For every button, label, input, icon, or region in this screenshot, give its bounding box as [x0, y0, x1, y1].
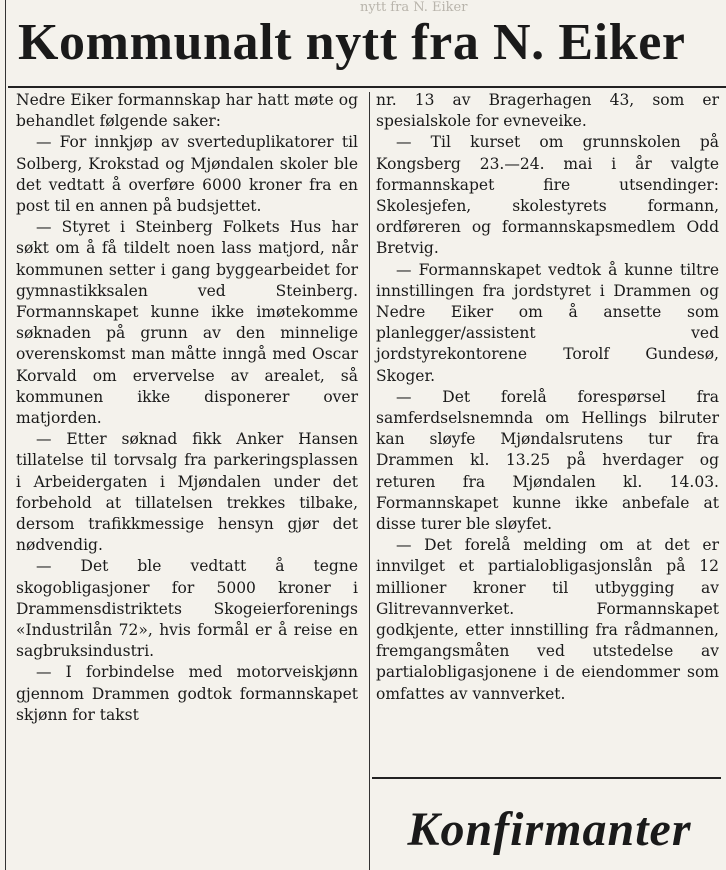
paragraph-continuation: nr. 13 av Bragerhagen 43, som er spesialskole for evneveike.: [376, 91, 719, 131]
paragraph-motorveiskjonn: — I forbindelse med motorveiskjønn gjennom Drammen godtok formannskapet skjønn for takst: [16, 663, 358, 724]
left-column: [16, 90, 358, 726]
right-column: [376, 90, 719, 705]
paragraph-bilruter: — Det forelå forespørsel fra samferdselsnemnda om Hellings bilruter kan sløyfe Mjøndalsrutens tur fra Drammen kl. 13.25 på hverdager og returen fra Mjøndalen kl. 14.03. Formannskapet kunne ikke anbefale at disse turer ble sløyfet.: [376, 387, 719, 534]
paragraph-jordstyret: — Formannskapet vedtok å kunne tiltre innstillingen fra jordstyret i Drammen og Nedre Eiker om å ansette som planlegger/assistent ved jordstyrekontorene Torolf Gundesø, Skoger.: [376, 260, 719, 385]
paragraph-duplicators: — For innkjøp av sverteduplikatorer til Solberg, Krokstad og Mjøndalen skoler ble det vedtatt å overføre 6000 kroner fra en post til en annen på budsjettet.: [16, 133, 358, 216]
paragraph-glitrevannverket: — Det forelå melding om at det er innvilget et partialobligasjonslån på 12 millioner kroner til utbygging av Glitrevannverket. Formannskapet godkjente, etter innstilling fra rådmannen, fremgangsmåten ved utstedelse av partialobligasjonene i de eiendommer som omfattes av vannverket.: [376, 536, 719, 703]
section-heading: Konfirmanter: [407, 803, 692, 856]
intro-paragraph: Nedre Eiker formannskap har hatt møte og behandlet følgende saker:: [16, 91, 358, 131]
headline-rule: [8, 86, 726, 88]
left-border-rule: [5, 0, 6, 870]
paragraph-grunnskolen: — Til kurset om grunnskolen på Kongsberg 23.—24. mai i år valgte formannskapet fire utsendinger: Skolesjefen, skolestyrets formann, ordføreren og formannskapsmedlem Odd Bretvig.: [376, 133, 719, 258]
section-divider: [372, 777, 721, 779]
column-divider: [369, 92, 370, 870]
paragraph-skogobligasjoner: — Det ble vedtatt å tegne skogobligasjoner for 5000 kroner i Drammensdistriktets Skogeierforenings «Industrilån 72», hvis formål er å reise en sagbruksindustri.: [16, 557, 358, 661]
bleed-through-text: nytt fra N. Eiker: [360, 0, 468, 15]
article-headline: Kommunalt nytt fra N. Eiker: [18, 14, 686, 71]
paragraph-torvsalg: — Etter søknad fikk Anker Hansen tillatelse til torvsalg fra parkeringsplassen i Arbeidergaten i Mjøndalen under det forbehold at tillatelsen trekkes tilbake, dersom trafikkmessige hensyn gjør det nødvendig.: [16, 430, 358, 555]
paragraph-folkets-hus: — Styret i Steinberg Folkets Hus har søkt om å få tildelt noen lass matjord, når kommunen setter i gang byggearbeidet for gymnastikksalen ved Steinberg. Formannskapet kunne ikke imøtekomme søknaden på grunn av den minnelige overenskomst man måtte inngå med Oscar Korvald om ervervelse av arealet, så kommunen ikke disponerer over matjorden.: [16, 218, 358, 428]
